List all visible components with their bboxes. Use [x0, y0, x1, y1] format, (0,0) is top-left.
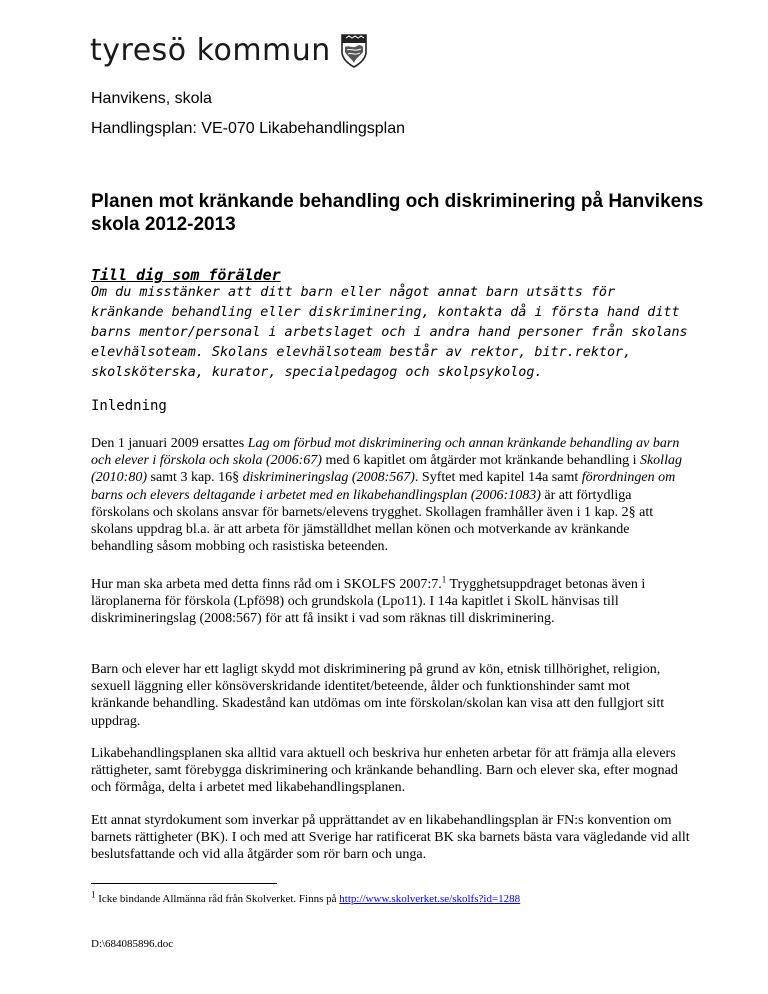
intro-paragraph-1: [91, 435, 691, 555]
text-span: med 6 kapitlet om åtgärder mot kränkande behandling i: [321, 453, 640, 469]
intro-heading: Inledning: [91, 398, 167, 414]
footnote-divider: [91, 883, 277, 884]
logo: [90, 34, 367, 68]
law-reference: diskrimineringslag (2008:567): [242, 470, 415, 486]
intro-paragraph-2: [91, 576, 691, 628]
logo-text: tyresö kommun: [90, 33, 331, 68]
footnote-number: 1: [91, 889, 96, 900]
parent-section-heading: Till dig som förälder: [91, 266, 281, 284]
text-span: Den 1 januari 2009 ersattes: [91, 436, 248, 451]
text-span: Hur man ska arbeta med detta finns råd om i SKOLFS 2007:7.: [91, 577, 442, 592]
text-span: är att förtydliga förskolans och skolans ansvar för barnets/elevens trygghet. Skollagen framhåller även i 1 kap. 2§ att skolans uppdrag bl.a. är att arbeta för jämställdhet mellan könen och motverkande av kränkande behandling såsom mobbing och rasistiska beteenden.: [91, 487, 654, 555]
intro-paragraph-3: Barn och elever har ett lagligt skydd mot diskriminering på grund av kön, etnisk tillhörighet, religion, sexuell läggning eller könsöverskridande identitet/beteende, ålder och funktionshinder samt mot kränkande behandling. Skadestånd kan utdömas om inte förskolan/skolan kan visa att den fullgjort sitt uppdrag.: [91, 662, 665, 729]
intro-paragraph-4: Likabehandlingsplanen ska alltid vara aktuell och beskriva hur enheten arbetar för att främja alla elevers rättigheter, samt förebygga diskriminering och kränkande behandling. Barn och elever ska, efter mognad och förmåga, delta i arbetet med likabehandlingsplanen.: [91, 746, 678, 796]
plan-name: Handlingsplan: VE-070 Likabehandlingsplan: [91, 120, 406, 137]
footer-file-path: D:\684085896.doc: [91, 938, 174, 950]
parent-section-text: Om du misstänker att ditt barn eller något annat barn utsätts för kränkande behandling eller diskriminering, kontakta då i första hand ditt barns mentor/personal i arbetslaget och i andra hand personer från skolans elevhälsoteam. Skolans elevhälsoteam består av rektor, bitr.rektor, skolsköterska, kurator, specialpedagog och skolpsykolog.: [91, 285, 688, 380]
crest-icon: [341, 34, 367, 68]
law-reference: Skollag (2010:80): [91, 453, 682, 486]
page-title: Planen mot kränkande behandling och diskriminering på Hanvikens skola 2012-2013: [91, 191, 704, 235]
footnote-link[interactable]: http://www.skolverket.se/skolfs?id=1288: [339, 893, 521, 905]
footnote: [91, 889, 521, 905]
footnote-text: Icke bindande Allmänna råd från Skolverket. Finns på: [98, 893, 340, 905]
text-span: Trygghetsuppdraget betonas även i läroplanerna för förskola (Lpfö98) och grundskola (Lpo11). I 14a kapitlet i SkolL hänvisas till diskrimineringslag (2008:567) för att få insikt i vad som räknas till diskriminering.: [91, 577, 646, 627]
text-span: . Syftet med kapitel 14a samt: [414, 470, 582, 486]
law-reference: förordningen om barns och elevers deltagande i arbetet med en likabehandlingsplan (2006:1083): [91, 470, 676, 503]
footnote-marker[interactable]: 1: [441, 574, 447, 585]
text-span: samt 3 kap. 16§: [147, 470, 243, 486]
law-reference: Lag om förbud mot diskriminering och annan kränkande behandling av barn och elever i förskola och skola (2006:67): [91, 436, 680, 469]
school-name: Hanvikens, skola: [91, 90, 212, 107]
intro-paragraph-5: Ett annat styrdokument som inverkar på upprättandet av en likabehandlingsplan är FN:s konvention om barnets rättigheter (BK). I och med att Sverige har ratificerat BK ska barnets bästa vara vägledande vid allt beslutsfattande och vid alla åtgärder som rör barn och unga.: [91, 813, 690, 863]
